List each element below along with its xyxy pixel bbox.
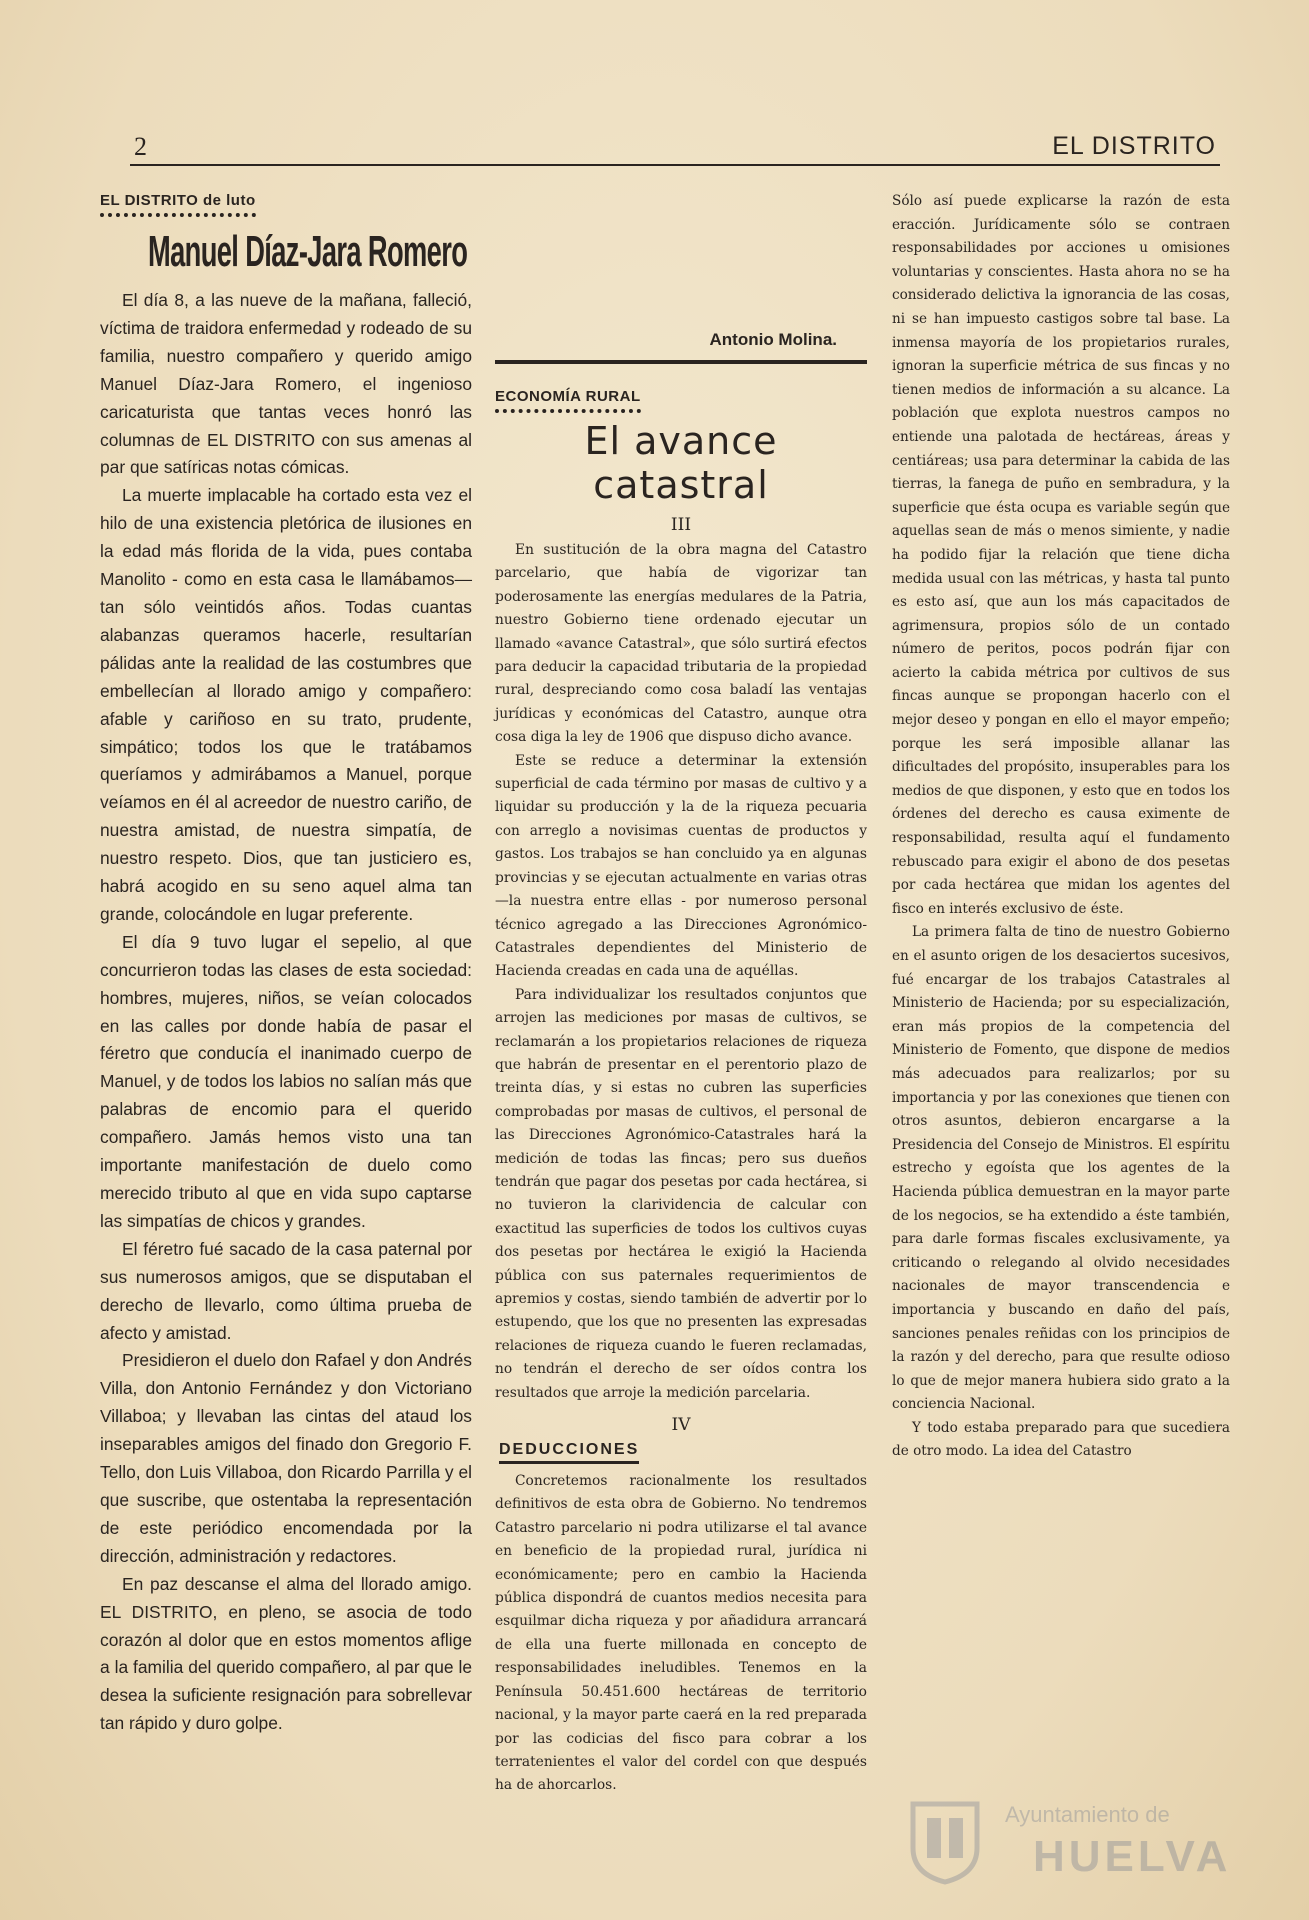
- article-paragraph: Este se reduce a determinar la extensión superficial de cada término por masas de cultivo y a liquidar su producción y la de la riqueza pecuaria con arreglo a novisimas cuentas de productos y gastos. Los trabajos se han concluido ya en algunas provincias y se ejecutan actualmente en varias otras—la nuestra entre ellas - por numeroso personal técnico agregado a las Direcciones Agronómico-Catastrales dependientes del Ministerio de Hacienda creadas en cada una de aquéllas.: [495, 752, 867, 980]
- obituary-paragraph: El día 9 tuvo lugar el sepelio, al que concurrieron todas las clases de esta sociedad: hombres, mujeres, niños, se veían colocados en las calles por donde había de pasar el féretro que conducía el inanimado cuerpo de Manuel, y de todos los labios no salían más que palabras de encomio para el querido compañero. Jamás hemos visto una tan importante manifestación de duelo como merecido tributo al que en vida supo captarse las simpatías de chicos y grandes.: [100, 931, 472, 1231]
- page-number: 2: [134, 132, 147, 161]
- column-3: [892, 190, 1230, 1464]
- obituary-paragraph: Presidieron el duelo don Rafael y don Andrés Villa, don Antonio Fernández y don Victoriano Villaboa; y llevaban las cintas del ataud los inseparables amigos del finado don Gregorio F. Tello, don Luis Villaboa, don Ricardo Parrilla y el que suscribe, que ostentaba la representación de este periódico encomendada por la dirección, administración y redactores.: [100, 1350, 472, 1566]
- watermark-line-2: HUELVA: [1033, 1832, 1232, 1881]
- article-paragraph: En sustitución de la obra magna del Catastro parcelario, que había de vigorizar tan poderosamente las energías medulares de la Patria, nuestro Gobierno tiene ordenado ejecutar un llamado «avance Catastral», que sólo surtirá efectos para deducir la capacidad tributaria de la propiedad rural, despreciando como cosa baladí las ventajas jurídicas y económicas del Catastro, aunque otra cosa diga la ley de 1906 que dispuso dicho avance.: [495, 542, 867, 746]
- column-2: [495, 190, 867, 1798]
- section-divider: [495, 360, 867, 364]
- part-number-iv: IV: [671, 1415, 691, 1436]
- obituary-paragraph: La muerte implacable ha cortado esta vez el hilo de una existencia pletórica de ilusiones en la edad más florida de la vida, pues contaba Manolito - como en esta casa le llamábamos—tan sólo veintidós años. Todas cuantas alabanzas queramos hacerle, resultarían pálidas ante la realidad de las costumbres que embellecían al llorado amigo y compañero: afable y cariñoso en su trato, prudente, simpático; todos los que le tratábamos queríamos y admirábamos a Manuel, porque veíamos en él al acreedor de nuestro cariño, de nuestra amistad, de nuestra simpatía, de nuestro respeto. Dios, que tan justiciero es, habrá acogido en su seno aquel alma tan grande, colocándole en lugar preferente.: [100, 485, 472, 924]
- section-label-economia: ECONOMÍA RURAL: [495, 388, 641, 413]
- part-number-iii: III: [670, 515, 692, 535]
- article-headline: El avance catastral: [584, 419, 778, 507]
- section-label-luto: EL DISTRITO de luto: [100, 192, 256, 217]
- obituary-headline: Manuel Díaz-Jara Romero: [148, 227, 468, 276]
- article-paragraph: Sólo así puede explicarse la razón de esta eracción. Jurídicamente sólo se contraen responsabilidades por acciones u omisiones voluntarias y conscientes. Hasta ahora no se ha considerado delictiva la ignorancia de las cosas, ni se han impuesto castigos sobre tal base. La inmensa mayoría de los propietarios rurales, ignoran la superficie métrica de sus fincas y no tienen medios de información a su alcance. La población que explota nuestros campos no entiende una palotada de hectáreas, áreas y centiáreas; usa para determinar la cabida de las tierras, la fanega de puño en sembradura, y la superficie que ésta ocupa es variable según que aquellas sean de más o menos simiente, y nadie ha podido fijar la relación que tiene dicha medida usual con las métricas, y hasta tal punto es esto así, que aun los más capacitados de agrimensura, propios sólo de un contado número de peritos, pocos podrán fijar con acierto la cabida métrica por cultivos de sus fincas aunque se propongan hacerlo con el mejor deseo y pongan en ello el mayor empeño; porque les será imposible allanar las dificultades del propósito, insuperables para los medios de que disponen, y esto que en todos los órdenes del derecho es causa eximente de responsabilidad, resulta aquí el fundamento rebuscado para exigir el abono de dos pesetas por cada hectárea que midan los agentes del fisco en interés exclusivo de éste.: [892, 193, 1230, 917]
- watermark-line-1: Ayuntamiento de: [1005, 1802, 1170, 1827]
- archive-watermark: [905, 1800, 1235, 1885]
- obituary-signature: Antonio Molina.: [709, 330, 837, 349]
- subheading-deducciones: DEDUCCIONES: [499, 1441, 639, 1464]
- column-1: [100, 190, 472, 1738]
- article-paragraph: Concretemos racionalmente los resultados definitivos de esta obra de Gobierno. No tendremos Catastro parcelario ni podra utilizarse el tal avance en beneficio de la propiedad rural, jurídica ni económicamente; pero en cambio la Hacienda pública dispondrá de cuantos medios necesita para esquilmar dicha riqueza y por añadidura arrancará de ella una fuerte millonada en concepto de responsabilidades ineludibles. Tenemos en la Península 50.451.600 hectáreas de territorio nacional, y la mayor parte caerá en la red preparada por las codicias del fisco para cobrar a los terratenientes el valor del cordel con que después ha de ahorcarlos.: [495, 1473, 867, 1794]
- coat-of-arms-icon: [905, 1800, 985, 1885]
- obituary-paragraph: En paz descanse el alma del llorado amigo. EL DISTRITO, en pleno, se asocia de todo corazón al dolor que en estos momentos aflige a la familia del querido compañero, al par que le desea la suficiente resignación para sobrellevar tan rápido y duro golpe.: [100, 1573, 472, 1734]
- article-paragraph: Y todo estaba preparado para que sucediera de otro modo. La idea del Catastro: [892, 1419, 1230, 1460]
- obituary-paragraph: El día 8, a las nueve de la mañana, falleció, víctima de traidora enfermedad y rodeado de su familia, nuestro compañero y querido amigo Manuel Díaz-Jara Romero, el ingenioso caricaturista que tantas veces honró las columnas de EL DISTRITO con sus amenas al par que satíricas notas cómicas.: [100, 290, 472, 478]
- article-paragraph: Para individualizar los resultados conjuntos que arrojen las mediciones por masas de cultivos, se reclamarán a los propietarios relaciones de riqueza que habrán de presentar en el perentorio plazo de treinta días, y si estas no cubren las superficies comprobadas por masas de cultivos, el personal de las Direcciones Agronómico-Catastrales hará la medición de todas las fincas; pero sus dueños tendrán que pagar dos pesetas por cada hectárea, si no tuvieron la clarividencia de calcular con exactitud las superficies de todos los cultivos cuyas dos pesetas por hectárea le exigió la Hacienda pública con sus paternales requerimientos de apremios y costas, siendo también de advertir por lo estupendo, que los que no presenten las expresadas relaciones de riqueza cuando le fueren reclamadas, no tendrán el derecho de ser oídos contra los resultados que arroje la medición parcelaria.: [495, 986, 867, 1401]
- page-header: [130, 130, 1220, 166]
- article-paragraph: La primera falta de tino de nuestro Gobierno en el asunto origen de los desaciertos sucesivos, fué encargar de los trabajos Catastrales al Ministerio de Hacienda; por su especialización, eran más propios de la competencia del Ministerio de Fomento, que dispone de medios más adecuados para realizarlos; por su importancia y por las conexiones que tienen con otros asuntos, debieron encargarse a la Presidencia del Consejo de Ministros. El espíritu estrecho y egoísta que los agentes de la Hacienda pública demuestran en la mayor parte de los negocios, se ha extendido a éste también, para darle formas fiscales exclusivamente, ya criticando o relegando al olvido necesidades nacionales de mayor transcendencia e importancia y buscando en daño del país, sanciones penales reñidas con los principios de la razón y del derecho, para que resulte odioso lo que de mejor manera hubiera sido grato a la conciencia Nacional.: [892, 924, 1230, 1413]
- paper-title: EL DISTRITO: [1052, 132, 1216, 160]
- obituary-paragraph: El féretro fué sacado de la casa paternal por sus numerosos amigos, que se disputaban el derecho de llevarlo, como última prueba de afecto y amistad.: [100, 1238, 472, 1343]
